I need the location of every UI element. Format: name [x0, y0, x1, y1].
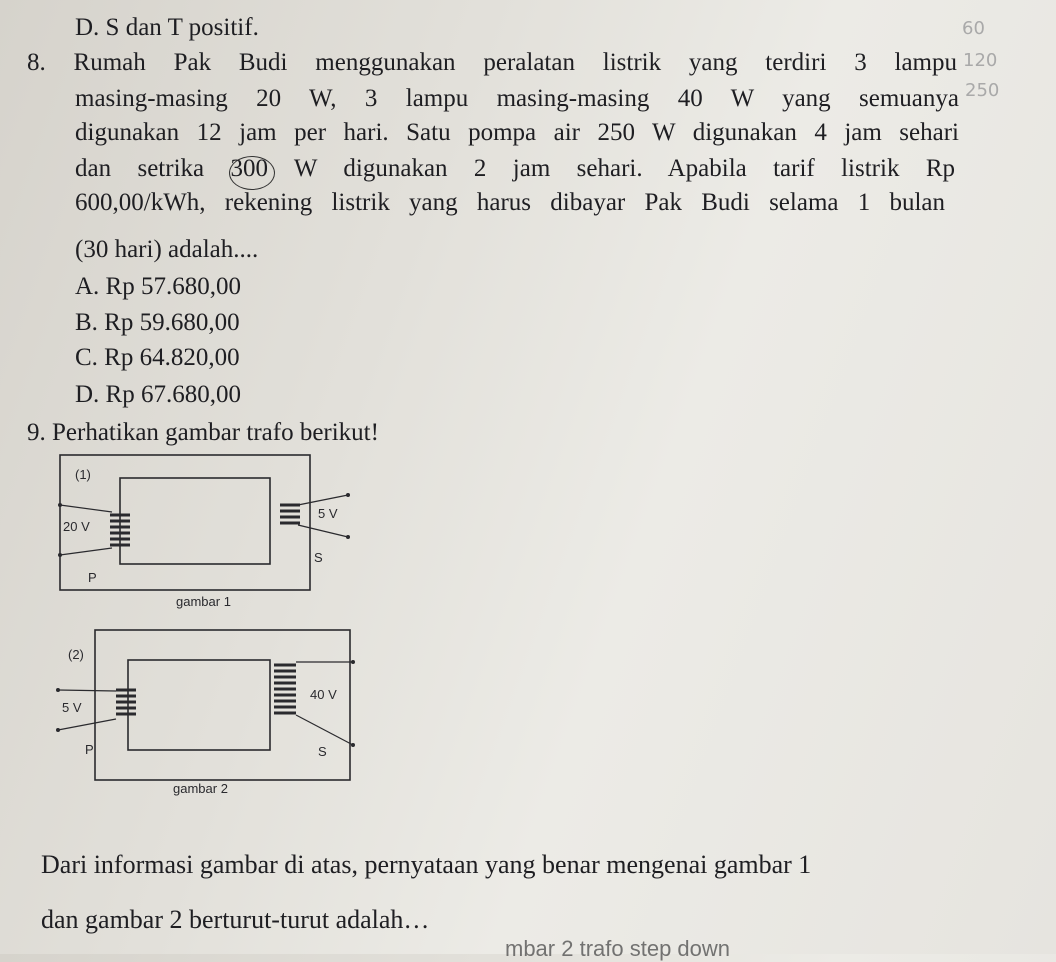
- diagram1-caption: gambar 1: [176, 594, 231, 609]
- diagram1-secondary-label: S: [314, 550, 323, 565]
- handwritten-note-120: 120: [963, 50, 998, 71]
- q9-title: 9. Perhatikan gambar trafo berikut!: [27, 419, 379, 446]
- diagram1-secondary-voltage: 5 V: [318, 506, 338, 521]
- diagram2-number: (2): [68, 647, 84, 662]
- q8-option-a: A. Rp 57.680,00: [75, 273, 241, 300]
- q8-line-4: dan setrika 300 W digunakan 2 jam sehari. Apabila tarif listrik Rp: [75, 155, 955, 182]
- q8-option-d: D. Rp 67.680,00: [75, 381, 241, 408]
- q8-option-c: C. Rp 64.820,00: [75, 344, 240, 371]
- q9-question-line-2: dan gambar 2 berturut-turut adalah…: [41, 905, 430, 934]
- handwritten-note-250: 250: [965, 80, 1000, 101]
- q8-line-2: masing-masing 20 W, 3 lampu masing-masing 40 W yang semuanya: [75, 85, 959, 112]
- diagram1-primary-voltage: 20 V: [63, 519, 90, 534]
- diagram2-primary-label: P: [85, 742, 94, 757]
- diagram1-number: (1): [75, 467, 91, 482]
- q8-line-5: 600,00/kWh, rekening listrik yang harus dibayar Pak Budi selama 1 bulan: [75, 189, 945, 216]
- q8-line-6: (30 hari) adalah....: [75, 236, 259, 263]
- cut-off-text: mbar 2 trafo step down: [505, 936, 731, 961]
- q8-line-3: digunakan 12 jam per hari. Satu pompa air 250 W digunakan 4 jam sehari: [75, 119, 959, 146]
- diagram2-secondary-voltage: 40 V: [310, 687, 337, 702]
- transformer-diagram-2: [50, 625, 370, 795]
- diagram2-caption: gambar 2: [173, 781, 228, 796]
- q8-option-b: B. Rp 59.680,00: [75, 309, 240, 336]
- q9-question-line-1: Dari informasi gambar di atas, pernyataan yang benar mengenai gambar 1: [41, 850, 812, 879]
- q8-line-1: 8. Rumah Pak Budi menggunakan peralatan listrik yang terdiri 3 lampu: [27, 49, 957, 76]
- handwritten-note-60: 60: [962, 18, 985, 39]
- diagram1-primary-label: P: [88, 570, 97, 585]
- diagram2-secondary-label: S: [318, 744, 327, 759]
- circle-mark: [229, 156, 275, 190]
- previous-option-d: D. S dan T positif.: [75, 14, 259, 41]
- diagram2-primary-voltage: 5 V: [62, 700, 82, 715]
